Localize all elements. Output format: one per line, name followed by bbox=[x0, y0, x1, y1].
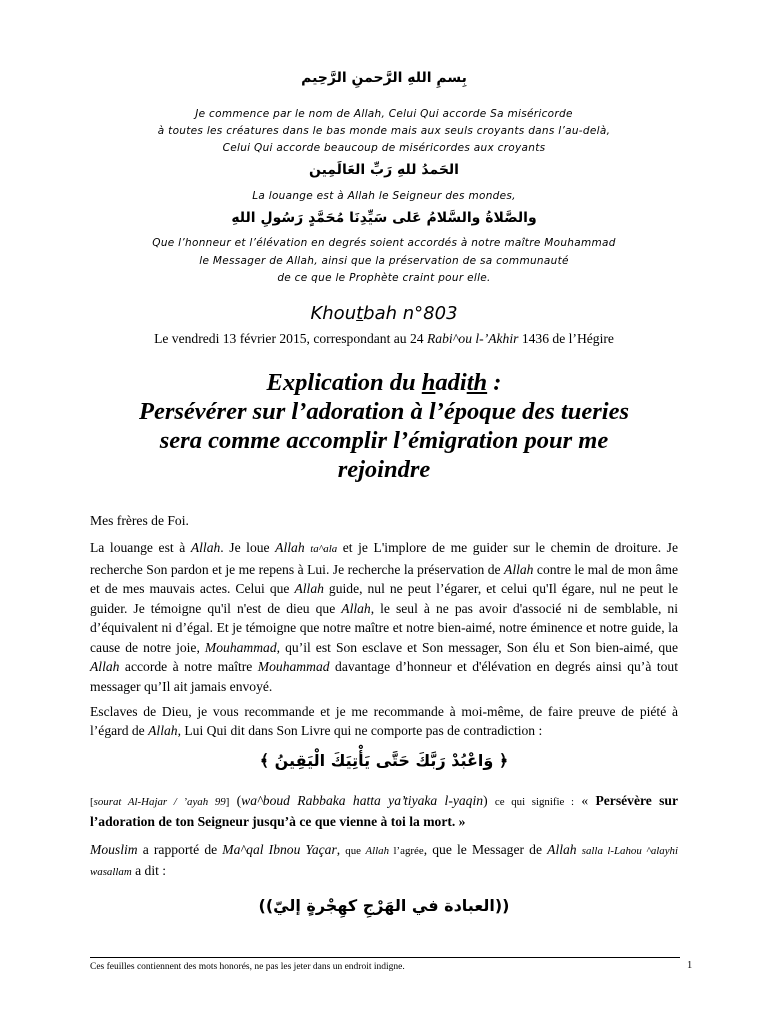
text-run: sera comme accomplir l’émigration pour me bbox=[159, 427, 609, 454]
italic-run: wa^boud Rabbaka hatta ya’tiyaka l-yaqin bbox=[241, 792, 484, 808]
text-run: , qu’il est Son esclave et Son messager, Son élu et Son bien-aimé, que bbox=[276, 639, 678, 655]
sermon-date bbox=[0, 330, 768, 348]
sermon-title bbox=[0, 368, 768, 484]
hadith-intro bbox=[90, 840, 678, 882]
italic-run: Allah bbox=[148, 723, 178, 738]
italic-run: Allah bbox=[190, 540, 221, 555]
text-run: Esclaves de Dieu, je vous recommande et je me recommande à moi-même, de faire preuve de piété à l’égard de bbox=[90, 703, 678, 738]
text-run: ) bbox=[483, 792, 495, 808]
bold-run: » bbox=[455, 813, 466, 829]
text-run: a dit : bbox=[131, 862, 167, 878]
title-line bbox=[0, 368, 768, 397]
footer-notice: Ces feuilles contiennent des mots honorés, ne pas les jeter dans un endroit indigne. bbox=[90, 962, 405, 972]
small-run: ] bbox=[225, 795, 230, 808]
sermon-body bbox=[90, 511, 678, 935]
italic-run: Ma^qal Ibnou Yaçar bbox=[222, 841, 337, 857]
text-run: davantage d’honneur et d'élévation en degrés ainsi qu’à tout messager qu’Il ait jamais envoyé. bbox=[90, 659, 678, 694]
text-run: La louange est à bbox=[90, 540, 191, 555]
page-number: 1 bbox=[687, 960, 693, 971]
italic-run: Rabi^ou l-’Akhir bbox=[426, 331, 519, 346]
text-run: , Lui Qui dit dans Son Livre qui ne comporte pas de contradiction : bbox=[177, 723, 543, 738]
hamdala-arabic: الحَمدُ للهِ رَبِّ العَالَمِين bbox=[308, 162, 459, 178]
title-line bbox=[0, 397, 768, 426]
italic-run: Allah bbox=[547, 841, 577, 857]
italic-run: Allah bbox=[90, 659, 120, 674]
salawat-arabic: والصَّلاةُ والسَّلامُ عَلى سَيِّدِنَا مُحَمَّدٍ رَسُولِ اللهِ bbox=[231, 210, 537, 226]
footer-divider bbox=[90, 957, 680, 958]
text-run: guide, nul ne peut l’égarer, et celui qu'Il égare, nul ne peut le guider. Je témoigne qu'il n'est de dieu que bbox=[90, 581, 678, 616]
text-run: . Je loue bbox=[220, 540, 276, 555]
title-line bbox=[0, 455, 768, 484]
translation-line: le Messager de Allah, ainsi que la préservation de sa communauté bbox=[199, 254, 569, 267]
text-run: Persévérer sur l’adoration à l’époque des tueries bbox=[139, 398, 629, 425]
translation-line: Que l’honneur et l’élévation en degrés soient accordés à notre maître Mouhammad bbox=[152, 237, 616, 249]
text-run: th bbox=[466, 369, 488, 396]
small-run: [ bbox=[90, 795, 94, 808]
khoutbah-number bbox=[0, 302, 768, 326]
small-run: ce qui signifie : bbox=[494, 795, 575, 808]
italic-run: Mouhammad bbox=[257, 659, 330, 674]
text-run: bah n°803 bbox=[363, 303, 458, 324]
hamdala-translation: La louange est à Allah le Seigneur des mondes, bbox=[252, 190, 516, 202]
text-run: a rapporté de bbox=[137, 841, 223, 857]
text-run: Explication du bbox=[266, 369, 422, 396]
hadith-arabic: ((العبادة في الهَرْجِ كهِجْرةٍ إليّ)) bbox=[258, 895, 510, 915]
translation-line: Je commence par le nom de Allah, Celui Qui accorde Sa miséricorde bbox=[195, 108, 573, 120]
italic-run: Allah bbox=[504, 561, 534, 577]
text-run: ( bbox=[229, 792, 242, 808]
basmala-arabic: بِسمِ اللهِ الرَّحمنِ الرَّحِيم bbox=[301, 70, 467, 86]
text-run: 1436 de l’Hégire bbox=[518, 331, 614, 346]
italic-run: sourat Al-Hajar / ’ayah 99 bbox=[93, 795, 226, 808]
text-run: adi bbox=[435, 369, 467, 396]
italic-run: Allah bbox=[341, 600, 371, 616]
italic-run: Allah bbox=[365, 844, 390, 857]
opening-paragraph bbox=[90, 538, 678, 696]
salawat-translation bbox=[0, 235, 768, 288]
text-run: accorde à notre maître bbox=[119, 659, 258, 674]
translation-line: Celui Qui accorde beaucoup de miséricordes aux croyants bbox=[222, 142, 546, 154]
text-run: Khou bbox=[310, 303, 357, 324]
text-run: h bbox=[421, 369, 436, 396]
text-run: et je L'implore de me guider sur le chemin de droiture. Je recherche Son pardon et je me repens à Lui. Je recherche la préservation de bbox=[90, 540, 678, 577]
italic-run: salla l-Lahou ^alayhi wasallam bbox=[90, 844, 679, 878]
italic-run: ta^ala bbox=[310, 543, 338, 555]
bold-run: Persévère sur l’adoration de ton Seigneur jusqu’à ce que vienne à toi la mort. bbox=[90, 792, 678, 829]
text-run: « bbox=[574, 792, 596, 808]
text-run: , que le Messager de bbox=[423, 841, 548, 857]
italic-run: Allah bbox=[294, 581, 324, 596]
verse-reference bbox=[90, 791, 678, 832]
text-run: Le vendredi 13 février 2015, correspondant au 24 bbox=[154, 331, 427, 346]
italic-run: Allah bbox=[275, 540, 305, 555]
italic-run: Mouhammad bbox=[204, 639, 277, 655]
exhortation-paragraph bbox=[90, 702, 678, 741]
title-line bbox=[0, 426, 768, 455]
text-run: t bbox=[356, 303, 364, 324]
text-run: : bbox=[487, 369, 502, 396]
small-run: que bbox=[345, 844, 366, 857]
italic-run: Mouslim bbox=[90, 841, 138, 857]
small-run: l’agrée bbox=[389, 844, 424, 857]
translation-line: à toutes les créatures dans le bas monde mais aux seuls croyants dans l’au-delà, bbox=[157, 125, 611, 137]
text-run: , le seul à ne pas avoir d'associé ni de semblable, ni d’équivalent ni d’égal. Et je témoigne que notre maître et notre bien-aimé, notre éminence et notre guide, la cause de notre joie, bbox=[90, 600, 678, 655]
text-run: , bbox=[336, 841, 346, 857]
quran-verse: ﴿ وَاعْبُدْ رَبَّكَ حَتَّى يَأْتِيَكَ الْيَقِينُ ﴾ bbox=[259, 750, 509, 770]
text-run: rejoindre bbox=[337, 456, 431, 483]
basmala-translation bbox=[0, 106, 768, 157]
text-run: contre le mal de mon âme et de mes mauvais actes. Celui que bbox=[90, 561, 678, 596]
translation-line: de ce que le Prophète craint pour elle. bbox=[277, 272, 491, 284]
greeting: Mes frères de Foi. bbox=[90, 513, 189, 528]
